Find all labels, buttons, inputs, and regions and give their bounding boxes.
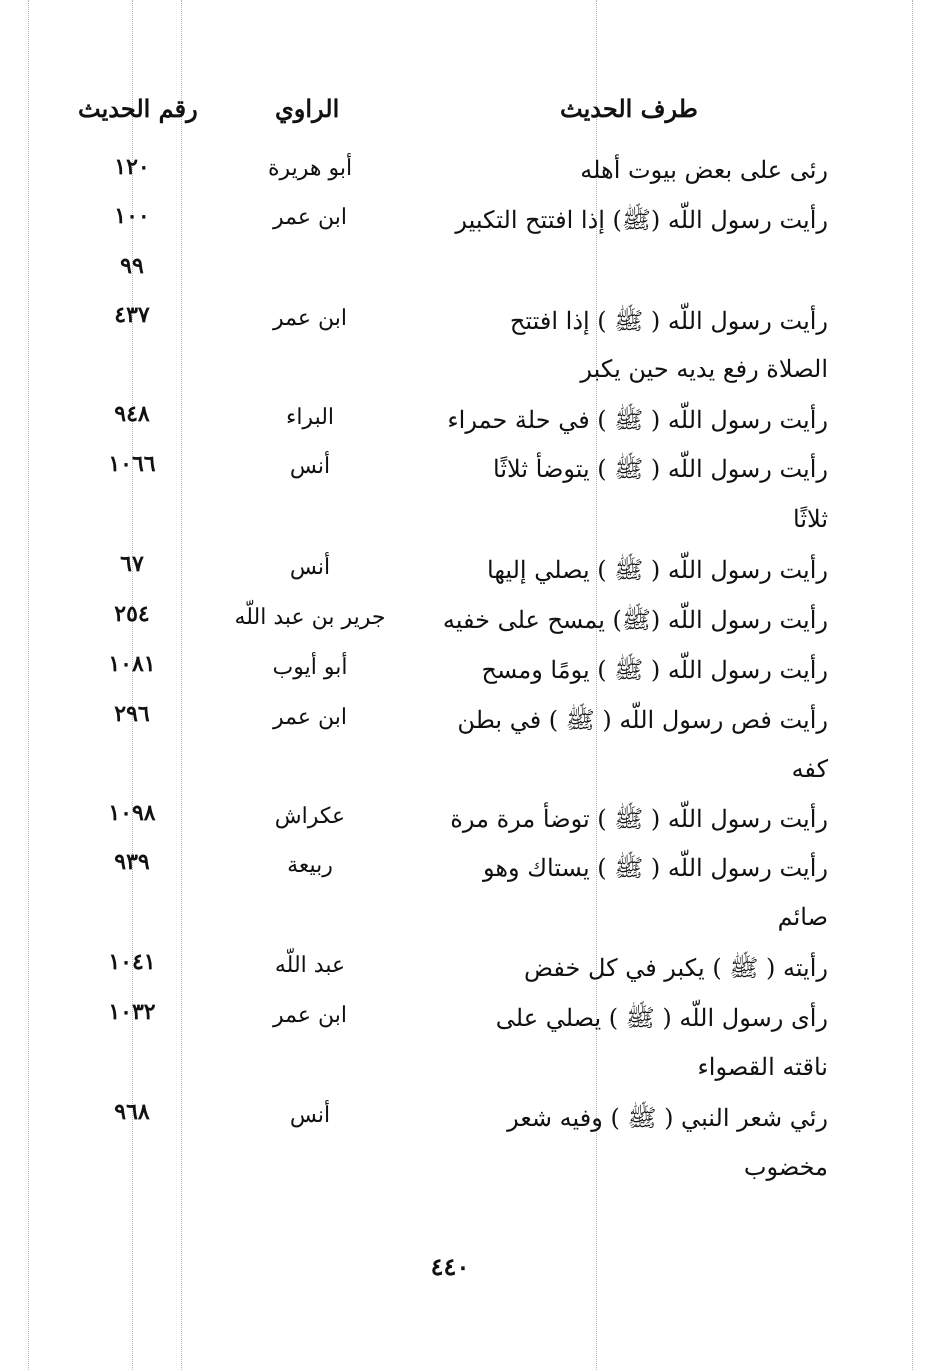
narrator: أنس xyxy=(289,555,331,580)
hadith-number: ٢٥٤ xyxy=(114,601,150,627)
hadith-text-continuation: الصلاة رفع يديه حين يكبر xyxy=(580,355,828,383)
narrator: أبو هريرة xyxy=(267,156,353,181)
hadith-number: ١٠٨١ xyxy=(108,651,156,677)
narrator: ابن عمر xyxy=(273,1003,347,1028)
narrator: جرير بن عبد اللّه xyxy=(234,605,386,630)
hadith-number: ٦٧ xyxy=(120,551,144,577)
hadith-number: ٩٩ xyxy=(120,253,144,279)
hadith-number: ٢٩٦ xyxy=(114,701,150,727)
hadith-text: رأيت رسول اللّه ( ﷺ ) توضأ مرة مرة xyxy=(450,805,828,833)
hadith-text: رأيت رسول اللّه ( ﷺ ) يصلي إليها xyxy=(487,556,828,584)
hadith-number: ١٢٠ xyxy=(114,154,150,180)
hadith-text: رأيت رسول اللّه ( ﷺ ) يومًا ومسح xyxy=(481,656,828,684)
header-text-column: طرف الحديث xyxy=(560,94,698,123)
narrator: عكراش xyxy=(274,804,346,829)
narrator: البراء xyxy=(285,405,335,430)
hadith-text: رأيت رسول اللّه (ﷺ) يمسح على خفيه xyxy=(442,606,828,634)
header-number-column: رقم الحديث xyxy=(78,94,198,123)
hadith-text: رأيت رسول اللّه ( ﷺ ) إذا افتتح xyxy=(509,307,828,335)
hadith-text-continuation: مخضوب xyxy=(743,1153,828,1181)
hadith-text: رأيت رسول اللّه ( ﷺ ) يستاك وهو xyxy=(482,854,828,882)
narrator: أنس xyxy=(289,454,331,479)
guide-line xyxy=(28,0,29,1370)
guide-line xyxy=(912,0,913,1370)
narrator: ابن عمر xyxy=(273,306,347,331)
hadith-text-continuation: صائم xyxy=(777,903,828,931)
hadith-text: رأيت رسول اللّه (ﷺ) إذا افتتح التكبير xyxy=(455,206,828,234)
narrator: ابن عمر xyxy=(273,705,347,730)
hadith-text: رئى على بعض بيوت أهله xyxy=(580,156,828,184)
hadith-text-continuation: ناقته القصواء xyxy=(697,1053,828,1081)
hadith-number: ١٠٤١ xyxy=(108,949,156,975)
hadith-number: ٩٦٨ xyxy=(114,1099,150,1125)
hadith-text-continuation: ثلاثًا xyxy=(793,505,828,533)
hadith-number: ١٠٦٦ xyxy=(108,451,156,477)
header-narrator-column: الراوي xyxy=(275,94,340,123)
hadith-number: ١٠٠ xyxy=(114,203,150,229)
hadith-text: رأيت رسول اللّه ( ﷺ ) يتوضأ ثلاثًا xyxy=(493,455,828,483)
hadith-number: ٩٣٩ xyxy=(114,849,150,875)
hadith-number: ٩٤٨ xyxy=(114,401,150,427)
hadith-text-continuation: كفه xyxy=(791,755,828,783)
hadith-text: رأيت فص رسول اللّه ( ﷺ ) في بطن xyxy=(457,706,828,734)
hadith-number: ١٠٩٨ xyxy=(108,800,156,826)
hadith-number: ١٠٣٢ xyxy=(108,999,156,1025)
hadith-text: رأيت رسول اللّه ( ﷺ ) في حلة حمراء xyxy=(447,406,828,434)
narrator: أنس xyxy=(289,1103,331,1128)
narrator: أبو أيوب xyxy=(272,655,348,680)
narrator: عبد اللّه xyxy=(274,953,346,978)
narrator: ربيعة xyxy=(287,853,333,878)
hadith-text: رأيته ( ﷺ ) يكبر في كل خفض xyxy=(523,954,828,982)
page-number: ٤٤٠ xyxy=(430,1252,470,1281)
hadith-text: رأى رسول اللّه ( ﷺ ) يصلي على xyxy=(495,1004,828,1032)
narrator: ابن عمر xyxy=(273,205,347,230)
hadith-text: رئي شعر النبي ( ﷺ ) وفيه شعر xyxy=(507,1104,828,1132)
hadith-number: ٤٣٧ xyxy=(114,302,150,328)
